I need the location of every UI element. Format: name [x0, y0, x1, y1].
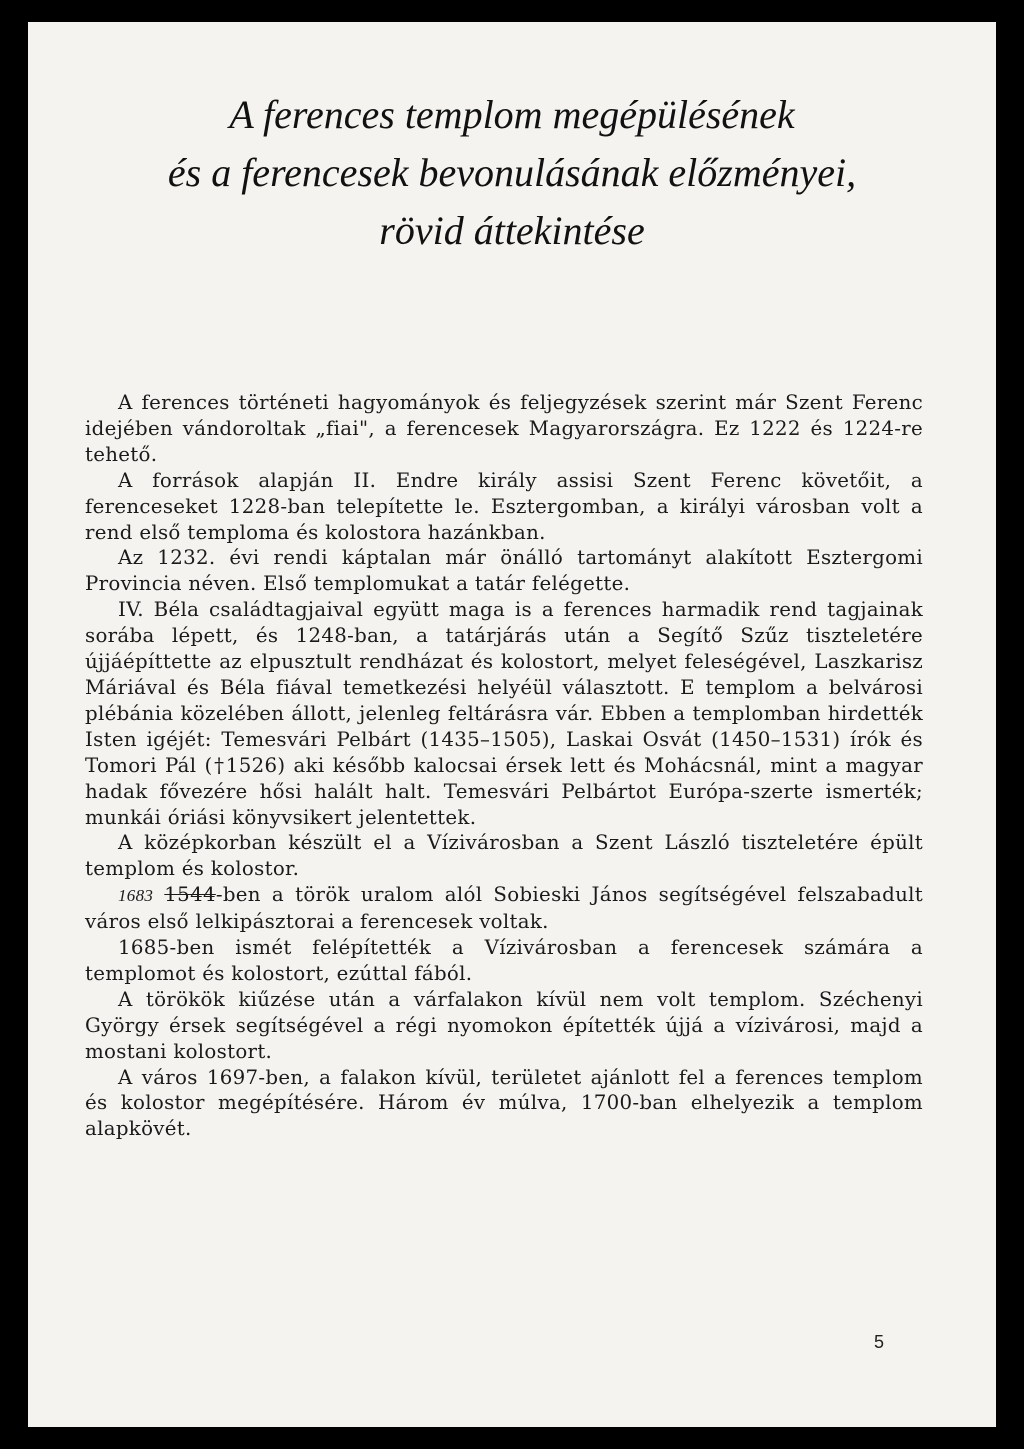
document-page — [28, 22, 996, 1427]
title-line-1: A ferences templom megépülésének — [229, 92, 795, 137]
paragraph-3: Az 1232. évi rendi káptalan már önálló tartományt alakított Esztergomi Provincia néven. Első templomukat a tatár felégette. — [85, 546, 923, 596]
struck-year: 1544 — [164, 883, 216, 907]
paragraph-2: A források alapján II. Endre király assisi Szent Ferenc követőit, a ferenceseket 1228-ban telepítette le. Esztergomban, a királyi városban volt a rend első temploma és kolostora hazánkban. — [85, 468, 923, 544]
title-line-2: és a ferencesek bevonulásának előzményei, — [167, 150, 857, 195]
paragraph-6 — [85, 882, 923, 935]
chapter-title — [28, 86, 996, 260]
title-line-3: rövid áttekintése — [379, 208, 645, 253]
paragraph-1: A ferences történeti hagyományok és feljegyzések szerint már Szent Ferenc idejében vándoroltak „fiai", a ferencesek Magyarországra. Ez 1222 és 1224-re tehető. — [85, 391, 923, 466]
paragraph-6-text: -ben a török uralom alól Sobieski János segítségével felszabadult város első lelkipásztorai a ferencesek voltak. — [85, 883, 923, 934]
paragraph-5: A középkorban készült el a Vízivárosban a Szent László tiszteletére épült templom és kolostor. — [85, 831, 923, 881]
paragraph-8: A törökök kiűzése után a várfalakon kívül nem volt templom. Széchenyi György érsek segítségével a régi nyomokon építették újjá a vízivárosi, majd a mostani kolostort. — [85, 987, 923, 1063]
paragraph-7: 1685-ben ismét felépítették a Vízivárosban a ferencesek számára a templomot és kolostort, ezúttal fából. — [85, 936, 923, 985]
paragraph-4: IV. Béla családtagjaival együtt maga is a ferences harmadik rend tagjainak sorába lépett, és 1248-ban, a tatárjárás után a Segítő Szűz tiszteletére újjáépíttette az elpusztult rendházat és kolostort, melyet feleségével, Laszkarisz Máriával és Béla fiával temetkezési helyéül választott. E templom a belvárosi plébánia közelében állott, jelenleg feltárásra vár. Ebben a templomban hirdették Isten igéjét: Temesvári Pelbárt (1435–1505), Laskai Osvát (1450–1531) írók és Tomori Pál (†1526) aki később kalocsai érsek lett és Mohácsnál, mint a magyar hadak fővezére hősi halált halt. Temesvári Pelbártot Európa-szerte ismerték; munkái óriási könyvsikert jelentettek. — [85, 598, 923, 829]
handwritten-correction: 1683 — [118, 886, 154, 906]
page-number: 5 — [874, 1332, 885, 1352]
paragraph-9: A város 1697-ben, a falakon kívül, területet ajánlott fel a ferences templom és kolostor megépítésére. Három év múlva, 1700-ban elhelyezik a templom alapkövét. — [85, 1065, 923, 1141]
body-text — [85, 390, 923, 1142]
